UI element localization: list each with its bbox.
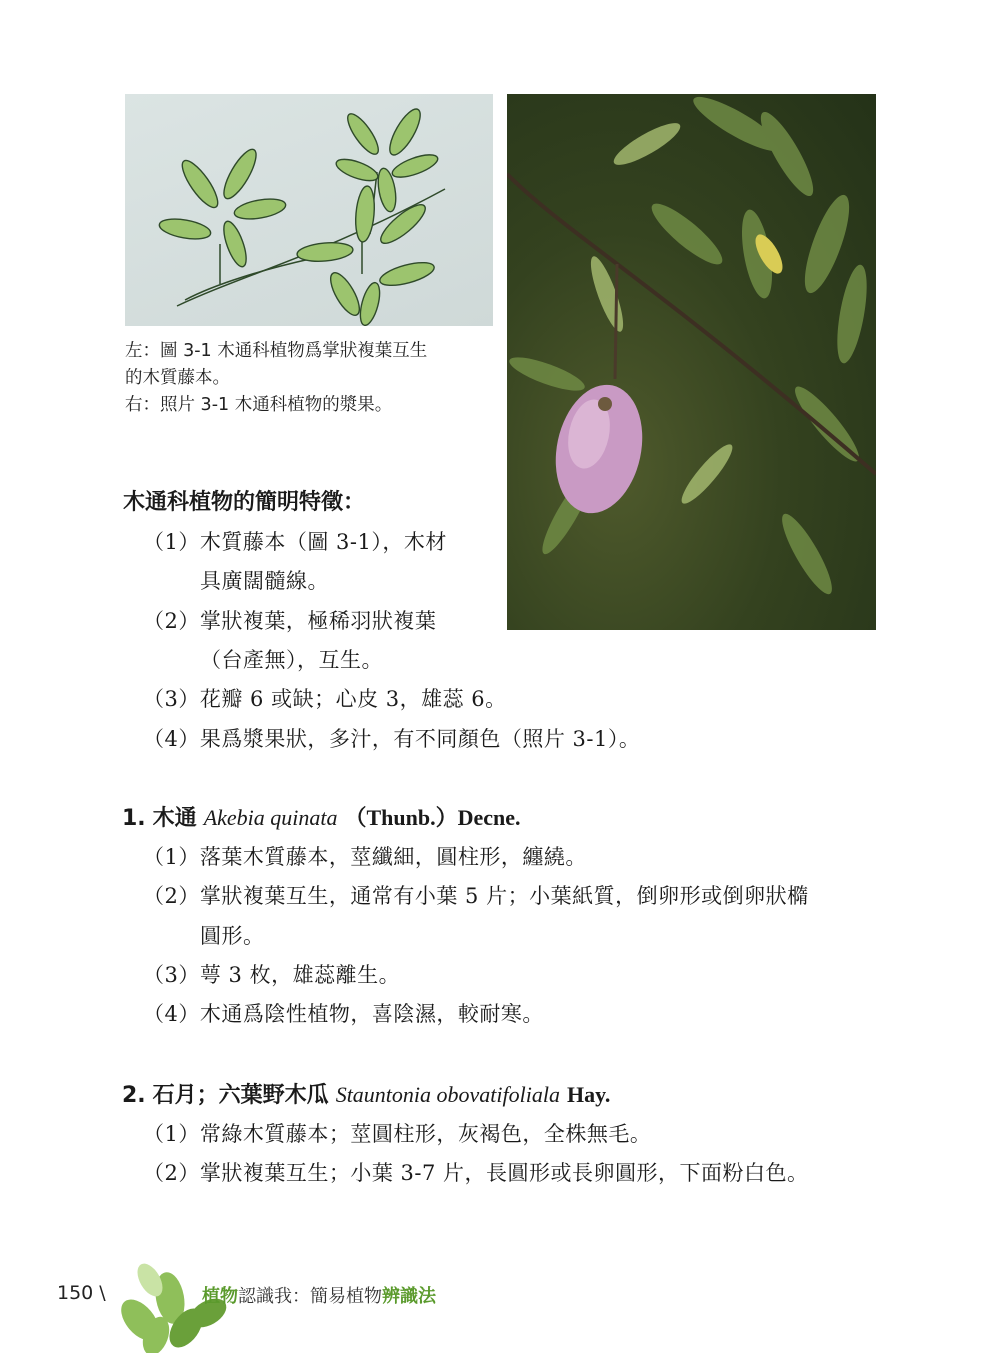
species-1-author: （Thunb.）Decne. bbox=[344, 805, 521, 830]
caption-line-2: 的木質藤本。 bbox=[125, 368, 230, 388]
feature-item-2: （2）掌狀複葉，極稀羽狀複葉 bbox=[143, 609, 437, 633]
botanical-sketch-figure bbox=[125, 94, 493, 326]
book-title-part-2: 認識我：簡易植物 bbox=[238, 1286, 382, 1307]
features-heading: 木通科植物的簡明特徵： bbox=[123, 489, 366, 515]
species-1-scientific-name: Akebia quinata bbox=[203, 805, 338, 830]
figure-caption bbox=[125, 338, 495, 419]
page-number: 150 \ bbox=[57, 1282, 106, 1304]
fruit-photo-icon bbox=[507, 94, 876, 630]
feature-item-3: （3）花瓣 6 或缺；心皮 3，雄蕊 6。 bbox=[143, 687, 507, 711]
species-1-title bbox=[122, 803, 521, 834]
species-2-item-1: （1）常綠木質藤本；莖圓柱形，灰褐色，全株無毛。 bbox=[143, 1122, 652, 1146]
species-2-item-2: （2）掌狀複葉互生；小葉 3-7 片，長圓形或長卵圓形，下面粉白色。 bbox=[143, 1161, 809, 1185]
species-2-scientific-name: Stauntonia obovatifoliala bbox=[335, 1082, 560, 1107]
species-1-item-2-cont: 圓形。 bbox=[200, 924, 265, 948]
species-1-name: 木通 bbox=[152, 806, 197, 831]
palmate-leaf-sketch-icon bbox=[125, 94, 493, 326]
species-1-item-1: （1）落葉木質藤本，莖纖細，圓柱形，纏繞。 bbox=[143, 845, 587, 869]
book-title bbox=[202, 1282, 436, 1308]
species-1-item-2: （2）掌狀複葉互生，通常有小葉 5 片；小葉紙質，倒卵形或倒卵狀橢 bbox=[143, 884, 809, 908]
feature-item-2-cont: （台產無），互生。 bbox=[200, 648, 383, 672]
feature-item-1-cont: 具廣闊髓線。 bbox=[200, 569, 329, 593]
species-1-item-3: （3）萼 3 枚，雄蕊離生。 bbox=[143, 963, 401, 987]
caption-line-3: 右：照片 3-1 木通科植物的漿果。 bbox=[125, 395, 393, 415]
species-2-title bbox=[122, 1080, 610, 1111]
caption-line-1: 左：圖 3-1 木通科植物爲掌狀複葉互生 bbox=[125, 341, 428, 361]
species-2-author: Hay. bbox=[566, 1082, 611, 1107]
book-title-part-1: 植物 bbox=[202, 1286, 238, 1307]
species-2-name: 石月；六葉野木瓜 bbox=[152, 1083, 329, 1108]
species-2-number: 2. bbox=[122, 1083, 146, 1108]
species-1-item-4: （4）木通爲陰性植物，喜陰濕，較耐寒。 bbox=[143, 1002, 544, 1026]
feature-item-1: （1）木質藤本（圖 3-1），木材 bbox=[143, 530, 447, 554]
akebia-fruit-photo bbox=[507, 94, 876, 630]
book-title-part-3: 辨識法 bbox=[382, 1286, 436, 1307]
feature-item-4: （4）果爲漿果狀，多汁，有不同顏色（照片 3-1）。 bbox=[143, 727, 641, 751]
species-1-number: 1. bbox=[122, 806, 146, 831]
